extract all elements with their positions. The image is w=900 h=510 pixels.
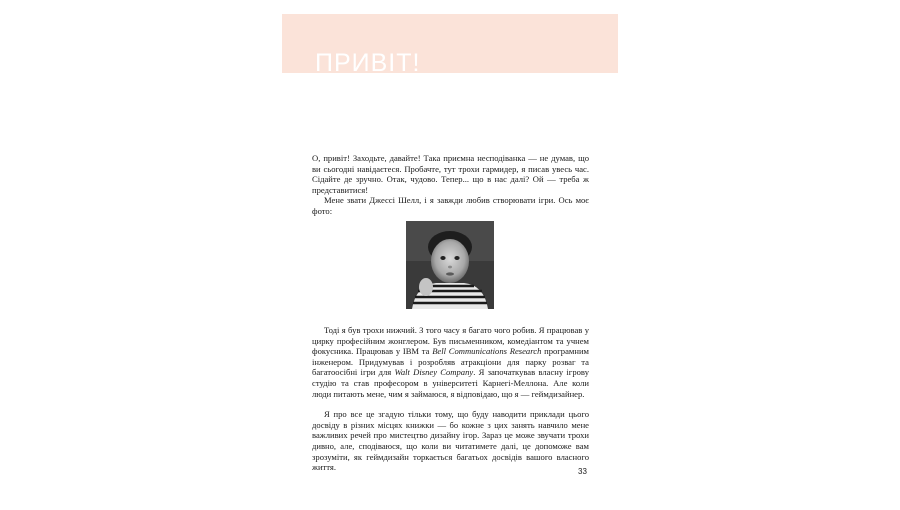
child-portrait-photo xyxy=(406,221,494,309)
biography-text xyxy=(312,325,589,473)
chapter-title: ПРИВІТ! xyxy=(315,49,421,73)
biography-text-part: . Я започаткував власну ігрову студію та став професором в університеті Карнегі-Меллона. Але коли люди питають мене, чим я займаюся, я відповідаю, що я — геймдизайнер. xyxy=(312,367,589,399)
paragraph-introduction: Мене звати Джессі Шелл, і я завжди любив створювати ігри. Ось моє фото: xyxy=(312,195,589,216)
biography-text-part: програмним інженером. Придумував і розробляв атракціони для парку розваг та багатоосібні ігри для xyxy=(312,346,589,378)
company-name-bell: Bell Communications Research xyxy=(432,346,542,357)
book-page xyxy=(282,0,618,510)
intro-text xyxy=(312,153,589,217)
biography-text-part: Тоді я був трохи нижчий. З того часу я багато чого робив. Я працював у цирку професійним жонглером. Був письменником, комедіантом та учнем фокусника. Працював у IBM та xyxy=(312,325,589,357)
paragraph-greeting: О, привіт! Заходьте, давайте! Така приємна несподіванка — не думав, що ви сьогодні навідаєтеся. Пробачте, тут трохи гармидер, я писав увесь час. Сідайте де зручно. Отак, чудово. Тепер... що в нас далі? Ой — треба ж представитися! xyxy=(312,153,589,195)
paragraph-book-purpose: Я про все це згадую тільки тому, що буду наводити приклади цього досвіду в різних місцях книжки — бо кожне з цих занять навчило мене важливих речей про мистецтво дизайну ігор. Зараз це може звучати трохи дивно, але, сподіваюся, що коли ви читатимете далі, це допоможе вам зрозуміти, як геймдизайн торкається багатьох досвідів вашого власного життя. xyxy=(312,409,589,473)
company-name-disney: Walt Disney Company xyxy=(394,367,474,378)
portrait-image xyxy=(406,221,494,309)
paragraph-biography xyxy=(312,325,589,399)
chapter-header-band xyxy=(282,14,618,73)
page-number: 33 xyxy=(578,467,587,476)
